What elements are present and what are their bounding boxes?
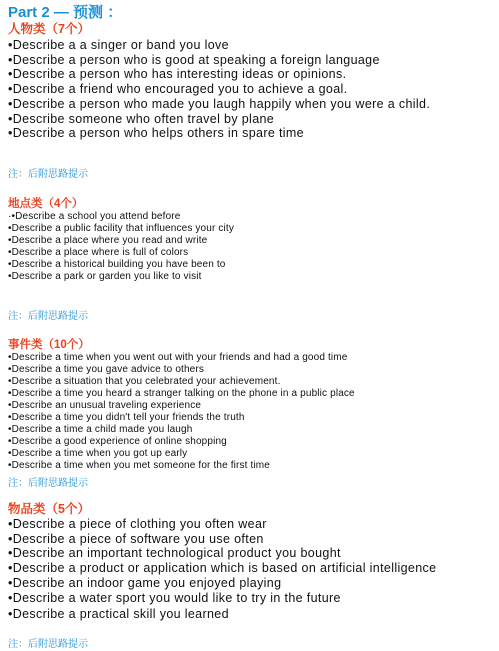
list-item: •Describe a practical skill you learned (8, 607, 229, 622)
list-item: •Describe a product or application which is based on artificial intelligence (8, 561, 437, 576)
section-title-objects: 物品类（5个） (8, 502, 90, 516)
list-item: •Describe a person who made you laugh happily when you were a child. (8, 96, 431, 111)
list-item: •Describe an unusual traveling experience (8, 400, 202, 411)
list-item: •Describe a time you gave advice to others (8, 364, 205, 375)
list-item: •Describe a person who is good at speaking a foreign language (8, 52, 380, 67)
list-item: •Describe a piece of clothing you often wear (8, 517, 267, 531)
list-item: •Describe someone who often travel by plane (8, 111, 275, 126)
section-places (8, 197, 234, 283)
list-item: •Describe a place where is full of colors (8, 247, 189, 258)
list-item: •Describe a time when you went out with your friends and had a good time (8, 352, 348, 363)
section-title-events: 事件类（10个） (8, 339, 90, 351)
section-events (8, 338, 355, 472)
list-item: •Describe a water sport you would like to try in the future (8, 590, 341, 605)
list-item: •Describe a time you heard a stranger talking on the phone in a public place (8, 388, 355, 399)
list-item: •Describe a time when you got up early (8, 448, 188, 459)
list-item: ·•Describe a school you attend before (8, 211, 181, 222)
list-item: •Describe a public facility that influences your city (8, 223, 234, 234)
list-item: •Describe a time you didn't tell your friends the truth (8, 412, 245, 423)
section-title-places: 地点类（4个） (8, 198, 84, 210)
list-item: •Describe a historical building you have been to (8, 259, 226, 270)
list-item: •Describe a a singer or band you love (8, 38, 229, 52)
list-item: •Describe a piece of software you use often (8, 531, 264, 546)
note-events: 注：后附思路提示 (8, 478, 88, 489)
list-item: •Describe a place where you read and write (8, 235, 208, 246)
list-item: •Describe a person who has interesting ideas or opinions. (8, 67, 347, 82)
document-page (8, 4, 496, 650)
note-objects: 注：后附思路提示 (8, 639, 88, 650)
note-people: 注：后附思路提示 (8, 169, 88, 180)
list-item: •Describe a park or garden you like to visit (8, 271, 202, 282)
list-item: •Describe an indoor game you enjoyed playing (8, 575, 282, 590)
section-title-people: 人物类（7个） (8, 22, 90, 36)
list-item: •Describe a time when you met someone for the first time (8, 460, 271, 471)
list-item: •Describe a friend who encouraged you to achieve a goal. (8, 82, 348, 97)
list-item: •Describe a person who helps others in spare time (8, 126, 304, 141)
note-places: 注：后附思路提示 (8, 311, 88, 322)
section-objects (8, 502, 436, 622)
list-item: •Describe a good experience of online shopping (8, 436, 227, 447)
list-item: •Describe an important technological product you bought (8, 546, 341, 561)
part-title: Part 2 — 预测 ： (8, 4, 123, 21)
list-item: •Describe a time a child made you laugh (8, 424, 193, 435)
section-people (8, 22, 430, 141)
list-item: •Describe a situation that you celebrated your achievement. (8, 376, 281, 387)
